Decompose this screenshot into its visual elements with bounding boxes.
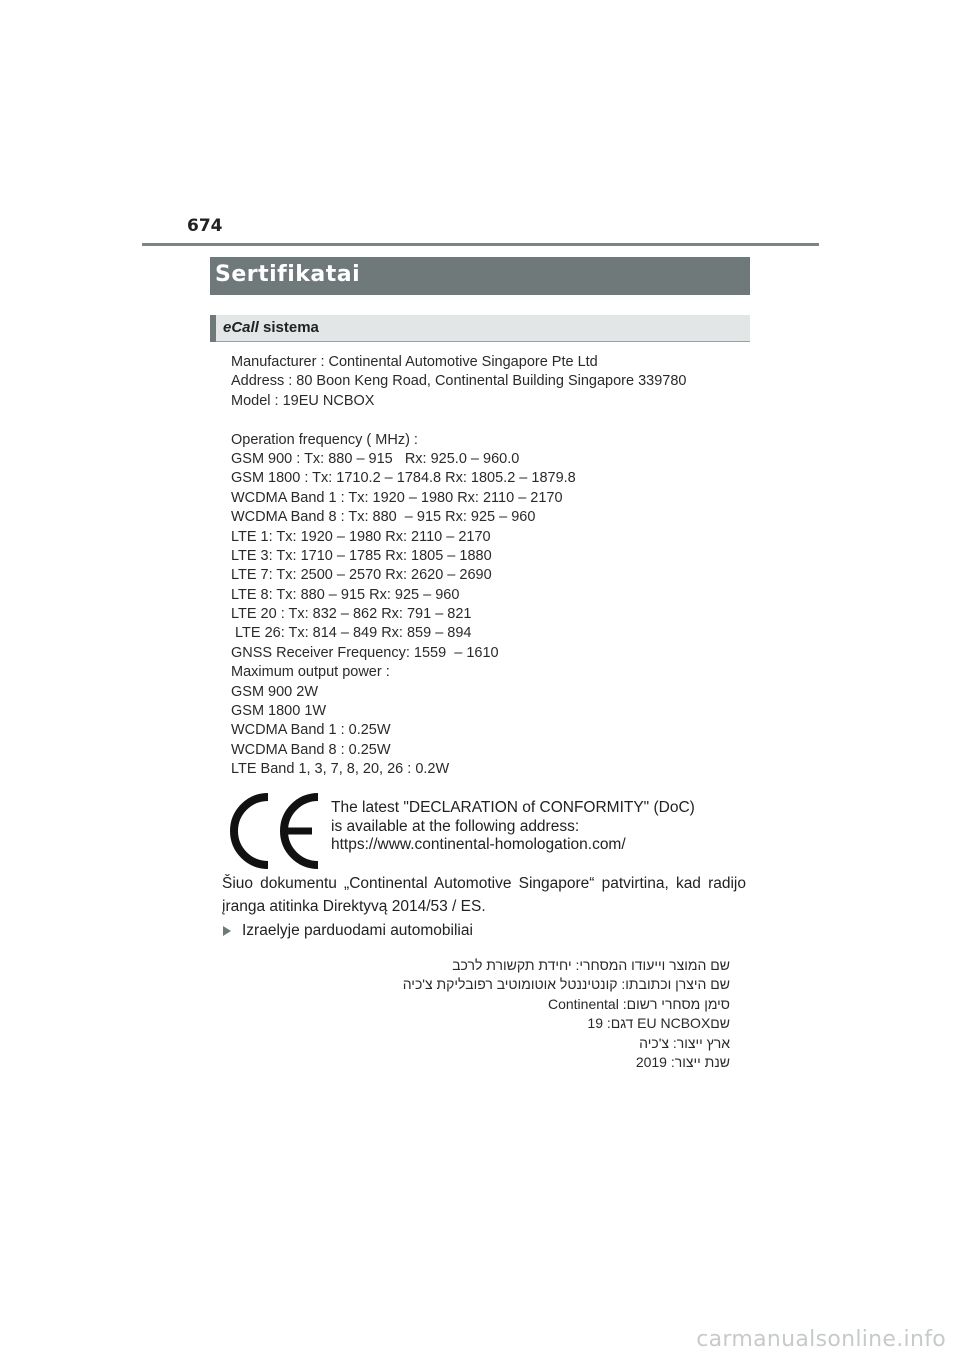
spec-line: LTE 26: Tx: 814 – 849 Rx: 859 – 894 xyxy=(231,625,472,642)
spec-line: LTE 3: Tx: 1710 – 1785 Rx: 1805 – 1880 xyxy=(231,547,492,564)
hebrew-line: שנת ייצור: 2019 xyxy=(635,1053,730,1070)
spec-line: WCDMA Band 8 : 0.25W xyxy=(231,741,391,758)
spec-address: Address : 80 Boon Keng Road, Continental Building Singapore 339780 xyxy=(231,373,687,390)
bullet-label: Izraelyje parduodami automobiliai xyxy=(242,922,473,939)
page-number: 674 xyxy=(187,216,223,236)
spec-manufacturer: Manufacturer : Continental Automotive Singapore Pte Ltd xyxy=(231,354,598,370)
bullet-item xyxy=(223,921,473,941)
ce-conformity-mark-icon xyxy=(230,793,322,869)
hebrew-line: סימן מסחרי רשום: Continental xyxy=(547,995,730,1012)
spec-line: GSM 1800 : Tx: 1710.2 – 1784.8 Rx: 1805.2 – 1879.8 xyxy=(231,470,576,487)
subsection-title xyxy=(223,319,319,336)
spec-line: WCDMA Band 8 : Tx: 880 – 915 Rx: 925 – 960 xyxy=(231,509,536,526)
doc-notice-line: is available at the following address: xyxy=(331,817,580,835)
triangle-bullet-icon xyxy=(223,926,231,936)
spec-line: GSM 900 2W xyxy=(231,683,319,700)
doc-notice xyxy=(331,799,751,855)
watermark: carmanualsonline.info xyxy=(696,1327,946,1352)
spec-line: GSM 900 : Tx: 880 – 915 Rx: 925.0 – 960.0 xyxy=(231,450,520,467)
spec-frequency-heading: Operation frequency ( MHz) : xyxy=(231,431,418,448)
spec-line: WCDMA Band 1 : Tx: 1920 – 1980 Rx: 2110 – 2170 xyxy=(231,489,563,506)
doc-url: https://www.continental-homologation.com/ xyxy=(331,836,626,853)
spec-model: Model : 19EU NCBOX xyxy=(231,392,375,409)
hebrew-line: שם המוצר וייעודו המסחרי: יחידת תקשורת לרכב xyxy=(452,957,730,973)
hebrew-line: שם היצרן וכתובתו: קונטיננטל אוטומוטיב רפובליקת צ'כיה xyxy=(402,976,730,993)
conformity-statement: Šiuo dokumentu „Continental Automotive Singapore“ patvirtina, kad radijo įranga atitinka Direktyvą 2014/53 / ES. xyxy=(222,875,746,915)
header-rule xyxy=(142,243,819,246)
spec-blank xyxy=(231,411,751,430)
hebrew-line: ארץ ייצור: צ'כיה xyxy=(639,1034,730,1051)
subsection-accent xyxy=(210,315,216,342)
doc-notice-line: The latest "DECLARATION of CONFORMITY" (DoC) xyxy=(331,799,695,816)
subsection-title-rest: sistema xyxy=(258,319,319,336)
spec-line: LTE 7: Tx: 2500 – 2570 Rx: 2620 – 2690 xyxy=(231,567,492,584)
hebrew-line: שםEU NCBOX דגם: 19 xyxy=(587,1015,730,1032)
spec-line: LTE 8: Tx: 880 – 915 Rx: 925 – 960 xyxy=(231,586,460,603)
spec-list xyxy=(231,353,751,780)
spec-line: LTE Band 1, 3, 7, 8, 20, 26 : 0.2W xyxy=(231,761,450,778)
section-title: Sertifikatai xyxy=(215,262,361,287)
hebrew-info xyxy=(330,956,730,1072)
subsection-title-italic: eCall xyxy=(223,319,259,336)
spec-line: GSM 1800 1W xyxy=(231,703,327,720)
spec-line: LTE 20 : Tx: 832 – 862 Rx: 791 – 821 xyxy=(231,606,472,623)
spec-line: LTE 1: Tx: 1920 – 1980 Rx: 2110 – 2170 xyxy=(231,528,491,545)
spec-line: WCDMA Band 1 : 0.25W xyxy=(231,722,391,739)
spec-power-heading: Maximum output power : xyxy=(231,664,390,681)
spec-line: GNSS Receiver Frequency: 1559 – 1610 xyxy=(231,644,499,661)
